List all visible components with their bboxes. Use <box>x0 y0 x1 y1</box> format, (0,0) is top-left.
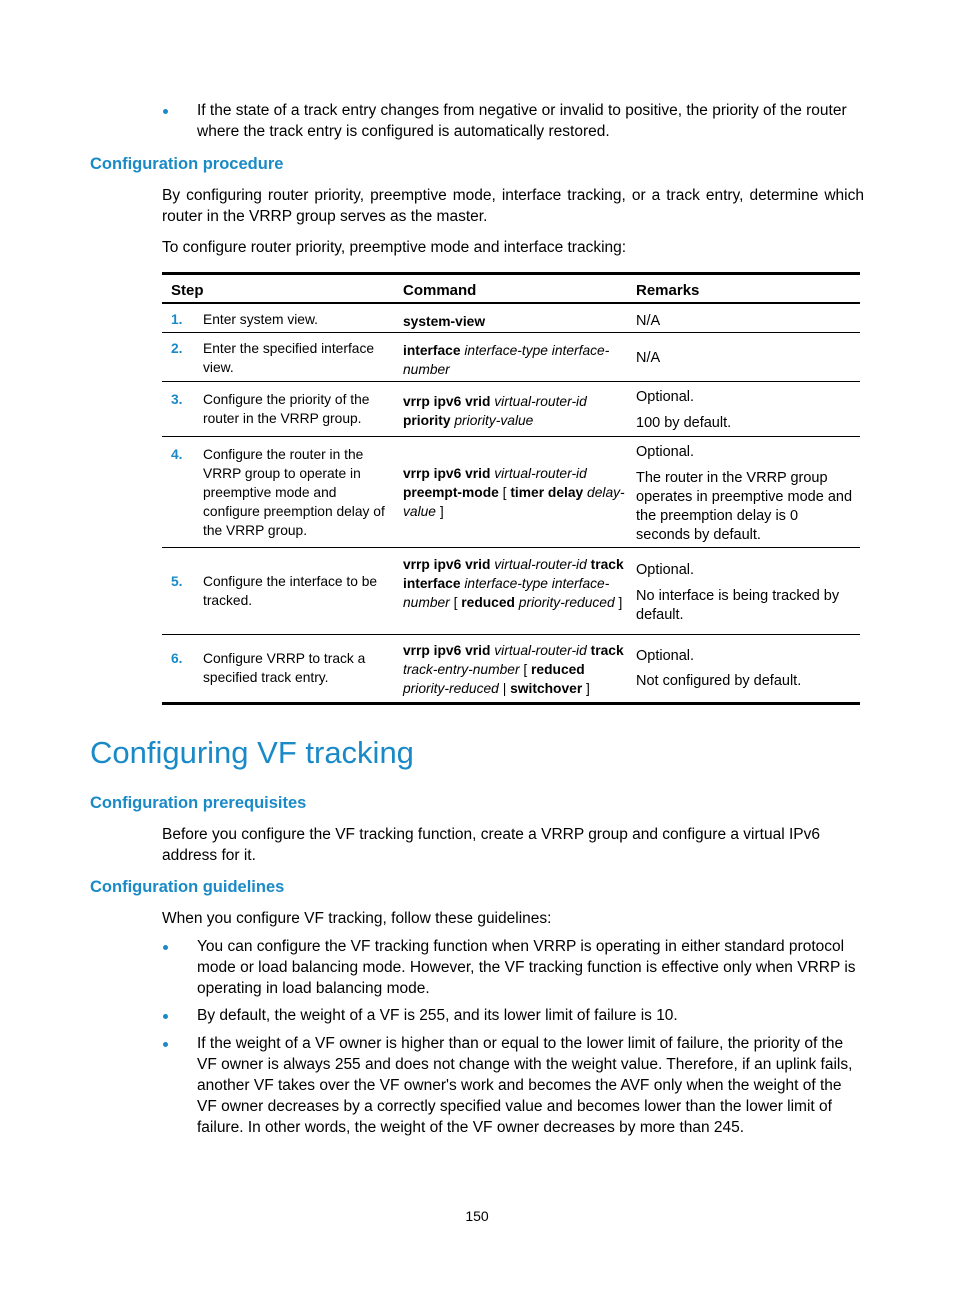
remark-line: 100 by default. <box>636 415 732 431</box>
section-title-prerequisites: Configuration prerequisites <box>90 794 307 812</box>
step-number: 5. <box>171 574 183 589</box>
step-description: Enter the specified interface view. <box>203 341 375 375</box>
guideline-bullet-3: If the weight of a VF owner is higher than or equal to the lower limit of failure, the priority of the VF owner is always 255 and does not change with the weight value. Therefore, if an uplink fails, another VF takes over the VF owner's work and becomes the AVF only when the weight of the VF owner decreases by a correctly specified value and becomes lower than the lower limit of failure. In other words, the weight of the VF owner decreases by more than 245. <box>197 1035 853 1136</box>
remarks <box>636 647 856 691</box>
guidelines-intro: When you configure VF tracking, follow these guidelines: <box>162 910 552 927</box>
step-number: 4. <box>171 447 183 462</box>
table-top-rule <box>162 272 860 275</box>
procedure-paragraph-1: By configuring router priority, preemptive mode, interface tracking, or a track entry, determine which router in the VRRP group serves as the master. <box>162 187 864 225</box>
step-number: 1. <box>171 312 183 327</box>
header-step: Step <box>171 282 204 299</box>
table-row <box>162 304 860 333</box>
remark-line: Optional. <box>636 444 695 460</box>
table-bottom-rule <box>162 702 860 705</box>
table-row <box>162 333 860 382</box>
intro-bullet-text: If the state of a track entry changes from negative or invalid to positive, the priority of the router where the track entry is configured is automatically restored. <box>197 102 847 140</box>
remark-line: N/A <box>636 313 661 329</box>
guideline-bullet-1: You can configure the VF tracking function when VRRP is operating in either standard protocol mode or load balancing mode. However, the VF tracking function is effective only when VRRP is operating in load balancing mode. <box>197 938 856 997</box>
section-title-procedure: Configuration procedure <box>90 155 284 173</box>
remarks <box>636 388 856 433</box>
table-row <box>162 635 860 702</box>
remark-line: Not configured by default. <box>636 673 802 689</box>
section-title-guidelines: Configuration guidelines <box>90 878 285 896</box>
procedure-paragraph-2: To configure router priority, preemptive mode and interface tracking: <box>162 239 627 256</box>
bullet-icon <box>163 945 168 950</box>
remark-line: Optional. <box>636 389 695 405</box>
step-description: Configure the priority of the router in the VRRP group. <box>203 392 370 426</box>
header-remarks: Remarks <box>636 282 700 299</box>
bullet-icon <box>163 1014 168 1019</box>
step-number: 6. <box>171 651 183 666</box>
chapter-title: Configuring VF tracking <box>90 735 414 770</box>
table-row <box>162 548 860 635</box>
step-description: Enter system view. <box>203 312 319 327</box>
remarks <box>636 349 856 368</box>
table-header <box>162 280 860 304</box>
remarks <box>636 561 856 625</box>
command-syntax: vrrp ipv6 vrid virtual-router-id track track-entry-number [ reduced priority-reduced | switchover ] <box>403 643 624 696</box>
bullet-icon <box>163 1042 168 1047</box>
table-row <box>162 382 860 437</box>
remark-line: Optional. <box>636 562 695 578</box>
remark-line: The router in the VRRP group operates in preemptive mode and the preemption delay is 0 seconds by default. <box>636 470 853 543</box>
command-syntax: interface interface-type interface-number <box>403 343 610 377</box>
prerequisites-paragraph: Before you configure the VF tracking function, create a VRRP group and configure a virtual IPv6 address for it. <box>162 826 820 864</box>
command-syntax: vrrp ipv6 vrid virtual-router-id preempt-mode [ timer delay delay-value ] <box>403 466 625 519</box>
command-syntax: vrrp ipv6 vrid virtual-router-id priority priority-value <box>403 394 587 428</box>
step-number: 2. <box>171 341 183 356</box>
command-syntax: system-view <box>403 314 486 329</box>
step-description: Configure the router in the VRRP group to operate in preemptive mode and configure preemption delay of the VRRP group. <box>203 447 385 538</box>
guideline-bullet-2: By default, the weight of a VF is 255, and its lower limit of failure is 10. <box>197 1007 678 1024</box>
step-description: Configure the interface to be tracked. <box>203 574 378 608</box>
command-syntax: vrrp ipv6 vrid virtual-router-id track interface interface-type interface-number [ reduced priority-reduced ] <box>403 557 624 610</box>
remark-line: N/A <box>636 350 661 366</box>
remark-line: Optional. <box>636 648 695 664</box>
remarks <box>636 312 856 331</box>
header-command: Command <box>403 282 477 299</box>
step-number: 3. <box>171 392 183 407</box>
step-description: Configure VRRP to track a specified track entry. <box>203 651 366 685</box>
table-row <box>162 437 860 548</box>
remarks <box>636 443 856 545</box>
remark-line: No interface is being tracked by default. <box>636 588 840 623</box>
bullet-icon <box>163 109 168 114</box>
page-number: 150 <box>465 1208 489 1224</box>
